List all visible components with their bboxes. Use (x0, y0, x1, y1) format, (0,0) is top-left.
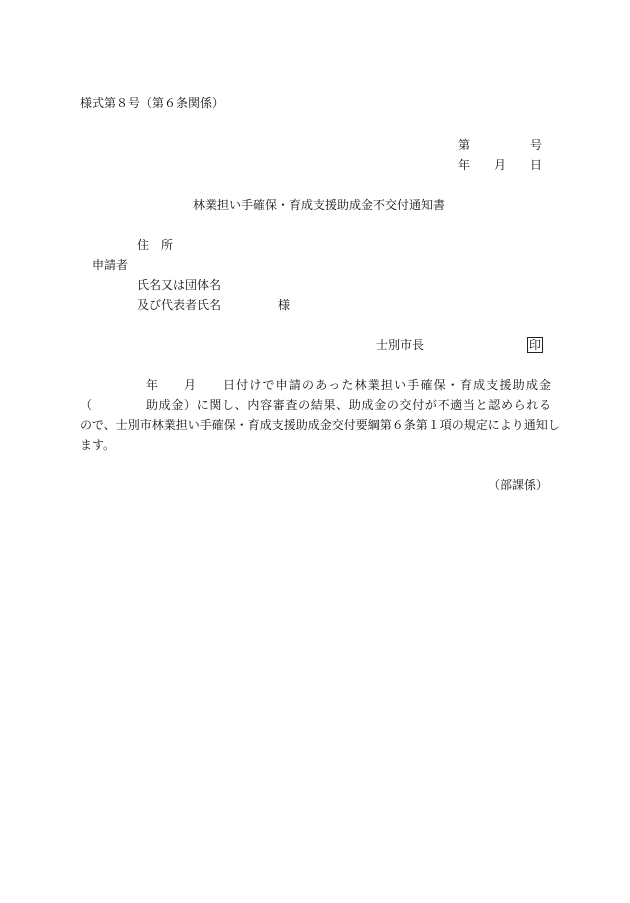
body-line1-month: 月 (184, 378, 197, 392)
name-label: 氏名又は団体名 (137, 278, 222, 292)
applicant-label: 申請者 (92, 258, 129, 272)
date-day: 日 (530, 158, 543, 172)
representative-label: 及び代表者氏名 (137, 298, 222, 312)
mayor-title: 士別市長 (376, 338, 425, 352)
body-line1-year: 年 (146, 378, 159, 392)
date-year: 年 (458, 158, 471, 172)
ref-go: 号 (530, 138, 543, 152)
body-line4: ます。 (80, 438, 116, 452)
body-line2-open-paren: （ (80, 398, 93, 412)
body-line2-text: 助成金）に関し、内容審査の結果、助成金の交付が不適当と認められる (146, 398, 551, 412)
honorific: 様 (278, 298, 291, 312)
ref-dai: 第 (458, 138, 471, 152)
seal-mark: 印 (529, 338, 542, 352)
body-line1-text: 日付けで申請のあった林業担い手確保・育成支援助成金 (223, 378, 551, 392)
document-title: 林業担い手確保・育成支援助成金不交付通知書 (193, 198, 446, 212)
form-number: 様式第８号（第６条関係） (80, 96, 225, 110)
address-label: 住 所 (137, 238, 174, 252)
date-month: 月 (494, 158, 507, 172)
department-footer: （部課係） (488, 478, 549, 492)
body-line3: ので、士別市林業担い手確保・育成支援助成金交付要綱第６条第１項の規定により通知し (80, 418, 560, 432)
